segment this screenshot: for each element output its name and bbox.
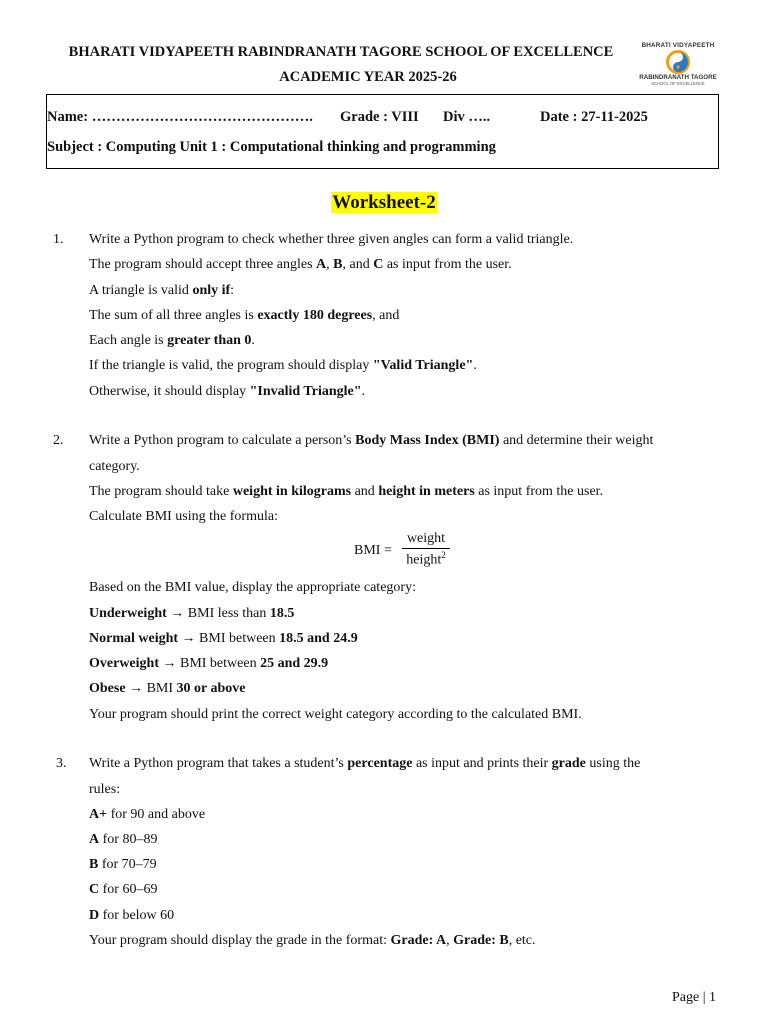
grade-rule-a: A for 80–89 [89, 832, 158, 847]
page-number: Page | 1 [672, 990, 717, 1005]
bmi-category-underweight: Underweight → BMI less than 18.5 [89, 606, 295, 621]
question-number: 2. [53, 433, 64, 448]
worksheet-title-wrap [0, 192, 768, 214]
q3-line-3: Your program should display the grade in the format: Grade: A, Grade: B, etc. [89, 933, 536, 948]
q2-line-4: Calculate BMI using the formula: [89, 509, 278, 524]
school-name: BHARATI VIDYAPEETH RABINDRANATH TAGORE SCHOOL OF EXCELLENCE [68, 44, 614, 60]
formula-fraction [402, 531, 450, 569]
formula-numerator: weight [406, 531, 446, 546]
date-label: Date : 27-11-2025 [540, 109, 648, 125]
grade-label: Grade : VIII [340, 109, 419, 125]
logo-tagline: SCHOOL OF EXCELLENCE [651, 81, 705, 86]
q2-line-3: The program should take weight in kilograms and height in meters as input from the user. [89, 484, 604, 499]
q2-line-1: Write a Python program to calculate a person’s Body Mass Index (BMI) and determine their weight [89, 433, 654, 448]
q1-line-5: Each angle is greater than 0. [89, 333, 255, 348]
grade-rule-a-plus: A+ for 90 and above [89, 807, 206, 822]
question-number: 3. [56, 756, 67, 771]
bmi-category-obese: Obese → BMI 30 or above [89, 681, 246, 696]
q2-line-6: Your program should print the correct weight category according to the calculated BMI. [89, 707, 582, 722]
q1-line-2: The program should accept three angles A, B, and C as input from the user. [89, 257, 512, 272]
grade-rule-d: D for below 60 [89, 908, 175, 923]
div-label: Div ….. [443, 109, 491, 125]
bmi-category-overweight: Overweight → BMI between 25 and 29.9 [89, 656, 329, 671]
logo-top-text: BHARATI VIDYAPEETH [641, 42, 715, 49]
formula-lhs: BMI = [354, 543, 392, 558]
school-logo [638, 42, 718, 90]
q3-line-2: rules: [89, 782, 121, 797]
q1-line-7: Otherwise, it should display "Invalid Triangle". [89, 384, 365, 399]
q1-line-1: Write a Python program to check whether three given angles can form a valid triangle. [89, 232, 574, 247]
formula-denominator: height$^2$ [406, 550, 446, 568]
q2-line-2: category. [89, 459, 140, 474]
q1-line-3: A triangle is valid only if: [89, 283, 235, 298]
q2-line-5: Based on the BMI value, display the appropriate category: [89, 580, 416, 595]
name-field: Name: ………………………………………. [47, 109, 313, 125]
grade-rule-b: B for 70–79 [89, 857, 157, 872]
q1-line-4: The sum of all three angles is exactly 180 degrees, and [89, 308, 400, 323]
q1-line-6: If the triangle is valid, the program should display "Valid Triangle". [89, 358, 477, 373]
grade-rule-c: C for 60–69 [89, 882, 158, 897]
subject-label: Subject : Computing Unit 1 : Computational thinking and programming [47, 139, 496, 155]
logo-emblem-icon [665, 50, 691, 74]
fraction-bar [402, 548, 450, 549]
bmi-category-normal: Normal weight → BMI between 18.5 and 24.9 [89, 631, 358, 646]
worksheet-title: Worksheet-2 [332, 192, 436, 213]
question-number: 1. [53, 232, 64, 247]
academic-year: ACADEMIC YEAR 2025-26 [279, 69, 457, 85]
q3-line-1: Write a Python program that takes a student’s percentage as input and prints their grade using the [89, 756, 641, 771]
logo-bottom-text: RABINDRANATH TAGORE [639, 74, 717, 81]
student-info-box [46, 94, 719, 169]
